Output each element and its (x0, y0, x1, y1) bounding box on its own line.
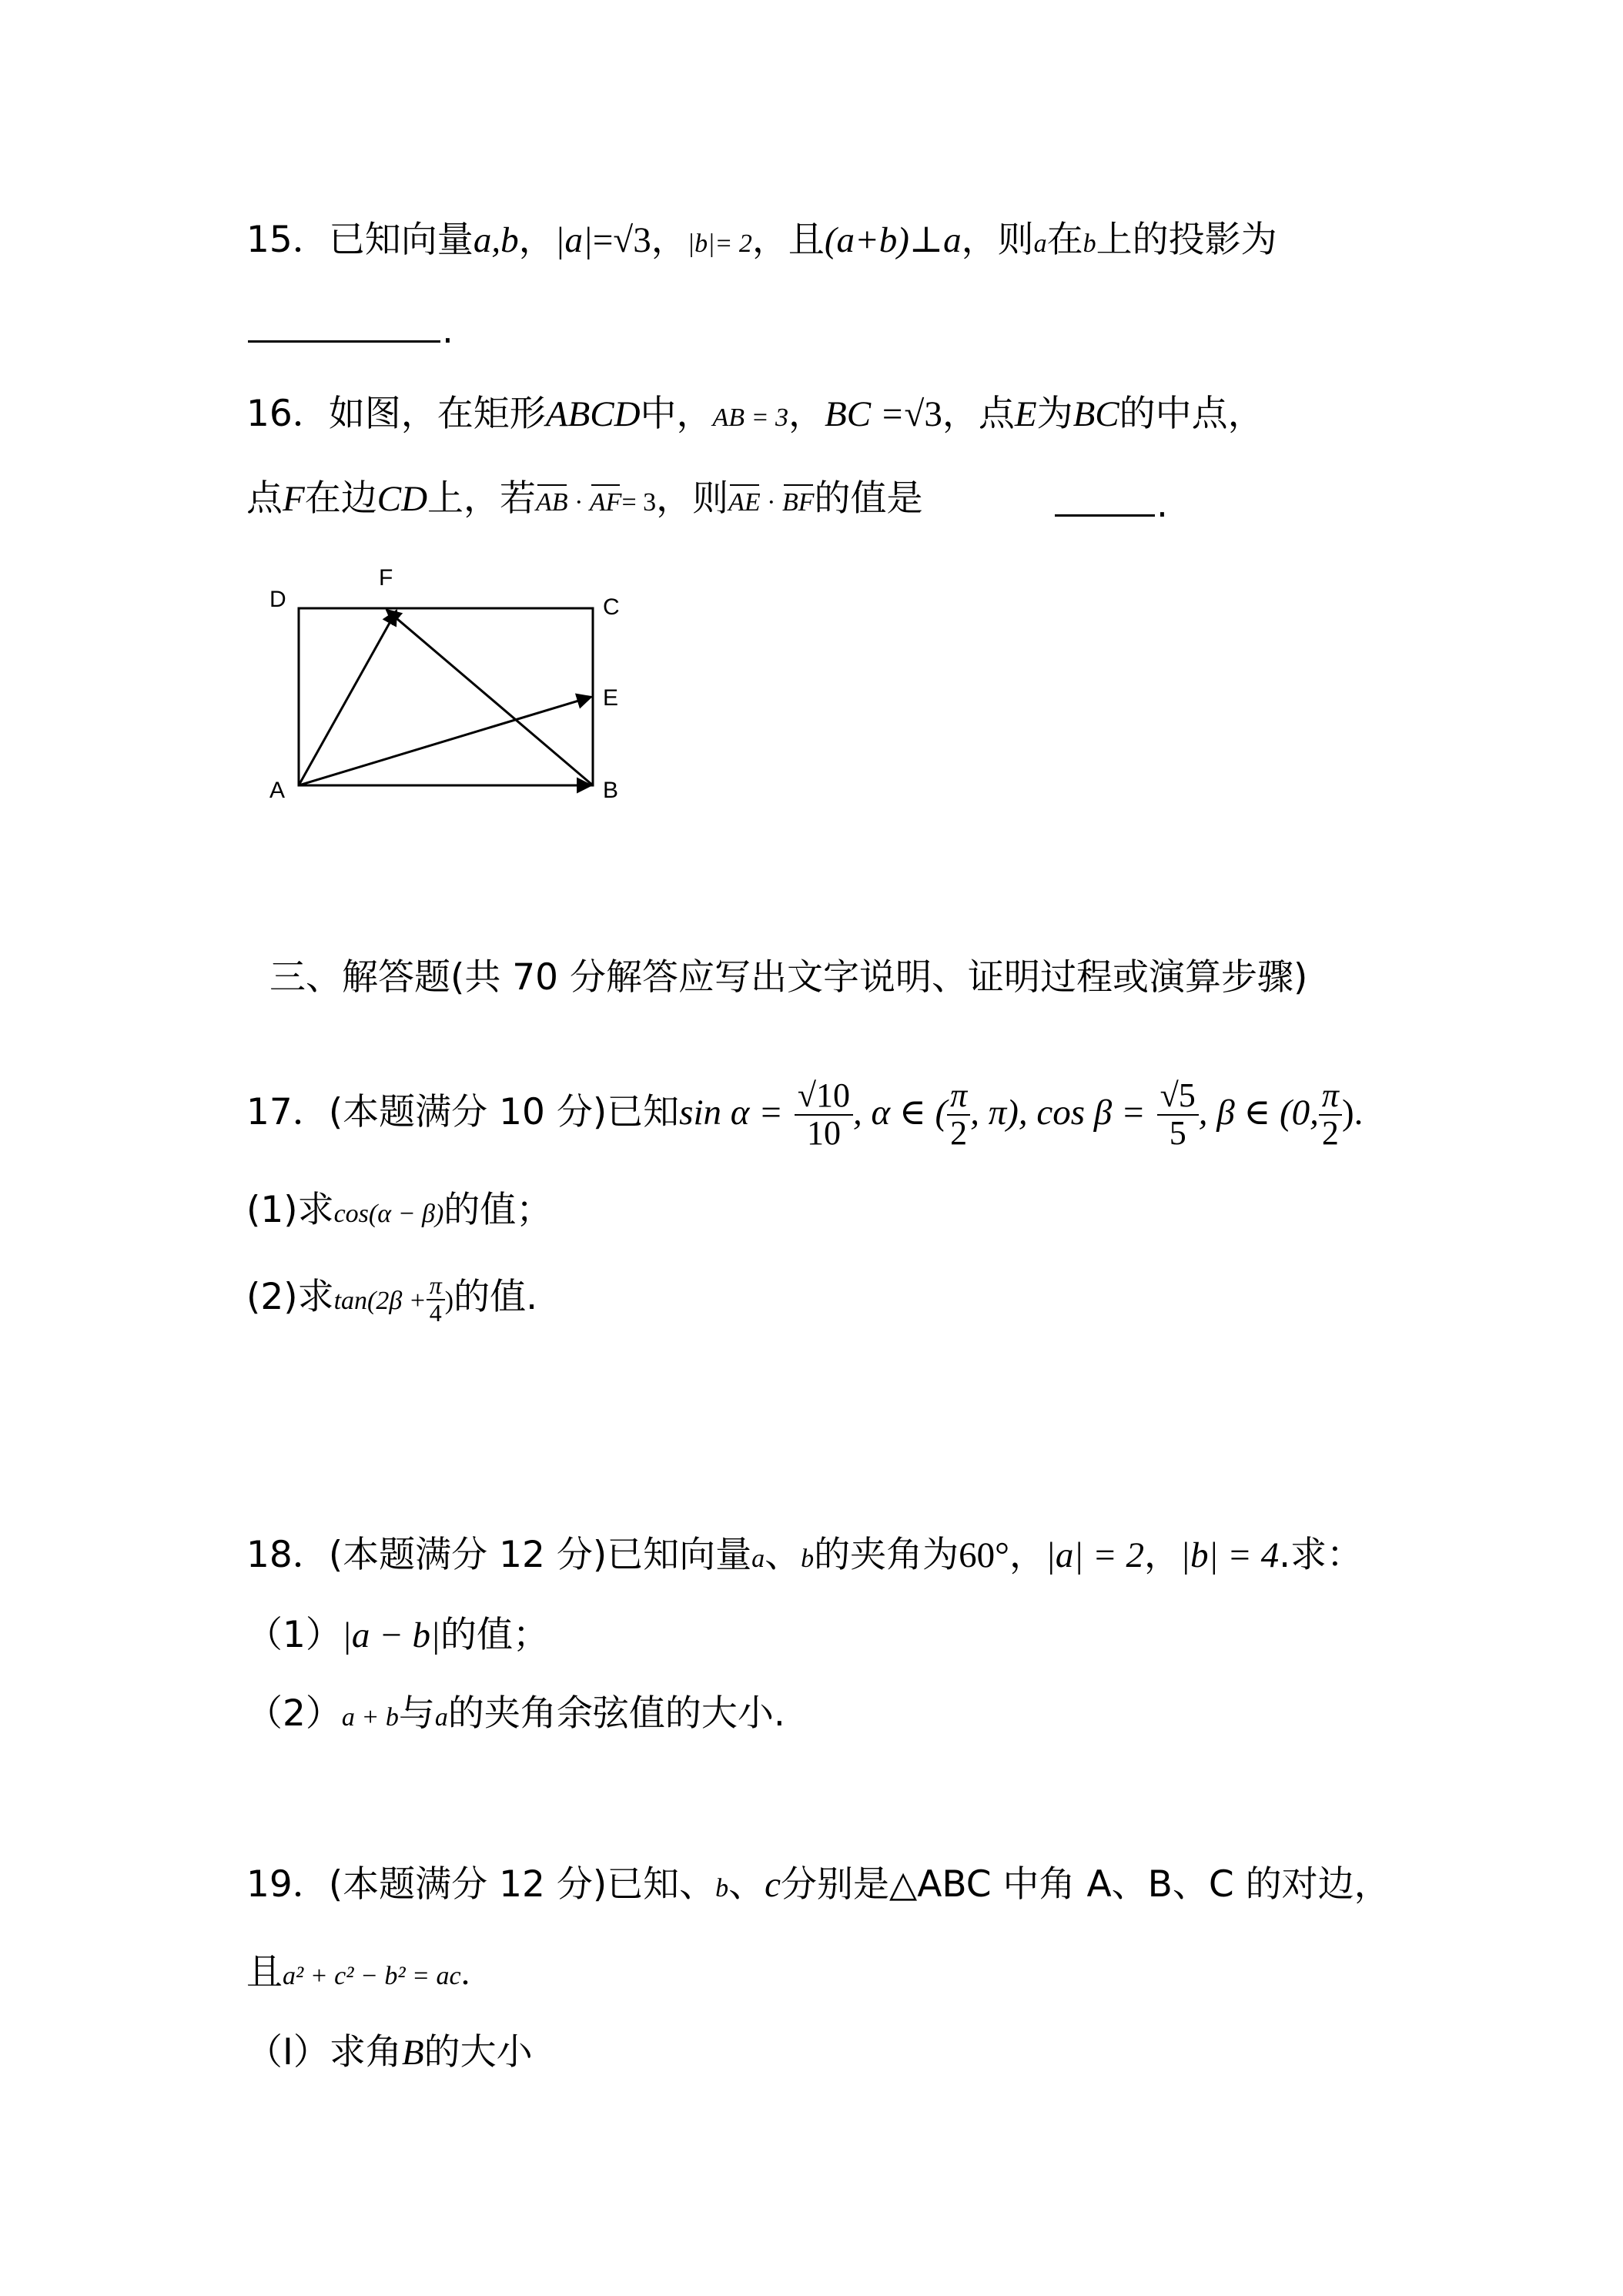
q17-text: (本题满分 10 分)已知 (328, 1091, 680, 1133)
q17-den2: 2 (950, 1113, 968, 1152)
q17-p2-expr: tan(2β + (333, 1287, 427, 1315)
q15-perp-expr: (a+b)⊥a (824, 220, 962, 260)
q16-dot1: · (567, 488, 590, 517)
q16-sqrt3: √3 (904, 394, 942, 434)
q16-l2a: 点 (246, 477, 283, 520)
q15-a: a (1033, 229, 1047, 258)
q16-vec-ab: AB (536, 480, 568, 526)
q18-text1: (本题满分 12 分)已知向量 (328, 1534, 752, 1576)
q17-line1 (246, 1070, 1363, 1155)
q17-p2-text: 的值. (453, 1276, 538, 1318)
q17-in1: , α ∈ ( (853, 1093, 948, 1133)
q18-p2-text: 的夹角余弦值的大小. (447, 1692, 785, 1735)
q15-answer-blank (248, 340, 440, 343)
q16-answer-blank (1055, 514, 1155, 517)
q16-number: 16． (246, 393, 329, 435)
q19-text1: (本题满分 12 分)已知、 (328, 1863, 716, 1906)
q17-frac4 (1319, 1078, 1342, 1150)
q15-abs-a: |a| (554, 220, 593, 260)
label-a: A (269, 778, 286, 801)
vector-bf (387, 610, 593, 785)
q17-num3: √5 (1157, 1078, 1199, 1115)
q18-p1-expr: |a − b| (341, 1615, 440, 1655)
q19-number: 19． (246, 1863, 329, 1906)
q18-part1 (246, 1612, 549, 1658)
q19-p1-label: （I）求角 (246, 2031, 402, 2073)
q19-c: c (765, 1865, 781, 1905)
q17-frac3 (1157, 1078, 1199, 1150)
q17-p2-close: ) (444, 1287, 454, 1315)
q16-line1 (246, 391, 1264, 441)
q17-sin: sin α = (679, 1093, 783, 1133)
q16-end: . (1156, 484, 1168, 526)
q17-part2 (246, 1263, 537, 1332)
q16-vec-af: AF (590, 480, 622, 526)
rectangle-figure (262, 562, 631, 801)
q16-text5: 的中点， (1119, 393, 1264, 435)
q15-on: 在 (1046, 219, 1083, 261)
q15-comma2: ， (651, 219, 688, 261)
q17-number: 17． (246, 1091, 329, 1133)
q16-e: E (1014, 394, 1037, 434)
q19-sep: 、 (728, 1863, 765, 1906)
q19-expr: a² + c² − b² = ac (283, 1962, 461, 1990)
q18-b: b (801, 1545, 815, 1573)
q16-comma: ， (788, 393, 825, 435)
q18-p1-label: （1） (246, 1614, 342, 1656)
q15-comma: ， (518, 219, 555, 261)
q18-comma: ， (1009, 1534, 1046, 1576)
q16-l2d: ，则 (656, 477, 729, 520)
label-e: E (603, 685, 619, 711)
q16-bc2: BC (1073, 394, 1119, 434)
q17-in3: , β ∈ (0, (1198, 1093, 1319, 1133)
q18-line1 (246, 1532, 1363, 1582)
q17-p2-label: (2)求 (246, 1276, 334, 1318)
q17-frac1 (795, 1078, 853, 1150)
q18-sep: 、 (765, 1534, 801, 1576)
q17-num4: π (1319, 1078, 1342, 1115)
q19-b: b (715, 1874, 729, 1903)
q15-abs-b: |b|= 2 (687, 229, 752, 258)
label-f: F (379, 565, 393, 591)
q16-ab: AB = 3 (712, 403, 789, 432)
q16-vec-ae: AE (728, 480, 761, 526)
q16-l2e: 的值是 (814, 477, 923, 520)
q18-part2 (246, 1691, 785, 1741)
q15-vectors: a,b (473, 220, 519, 260)
q15-then: ，则 (961, 219, 1034, 261)
q16-l2b: 在边 (304, 477, 377, 520)
rectangle-abcd (299, 608, 593, 785)
q19-p1-b: B (401, 2033, 424, 2073)
q18-a: a (751, 1545, 765, 1573)
q15-text: 已知向量 (328, 219, 474, 261)
q16-text4: 为 (1036, 393, 1073, 435)
q17-den4: 2 (1321, 1113, 1339, 1152)
label-d: D (269, 587, 286, 612)
q16-text1: 如图，在矩形 (328, 393, 546, 435)
q17-num1: √10 (795, 1078, 853, 1115)
q16-vec-bf: BF (782, 480, 815, 526)
q18-ask: .求： (1279, 1534, 1364, 1576)
q17-p1-label: (1)求 (246, 1189, 334, 1231)
q16-dot1-result: = 3 (621, 488, 657, 517)
q16-dot2: · (760, 488, 782, 517)
q18-text2: 的夹角为 (814, 1534, 959, 1576)
q19-and: 且 (246, 1951, 283, 1993)
q16-f: F (283, 479, 305, 519)
q18-number: 18． (246, 1534, 329, 1576)
q19-period: . (460, 1953, 470, 1993)
q17-den3: 5 (1169, 1113, 1186, 1152)
q16-text2: 中， (640, 393, 713, 435)
q17-frac2 (947, 1078, 970, 1150)
q15-line1 (246, 217, 1277, 267)
q17-p2-num: π (427, 1273, 445, 1300)
q17-p1-text: 的值； (443, 1189, 553, 1231)
q16-abcd: ABCD (545, 394, 641, 434)
q18-comma2: ， (1144, 1534, 1181, 1576)
q19-text2: 分别是△ABC 中角 A、B、C 的对边， (781, 1863, 1390, 1906)
q17-den1: 10 (806, 1113, 841, 1152)
q16-text3: ，点 (942, 393, 1015, 435)
q18-p2-expr: a + b (341, 1703, 399, 1732)
q18-p1-text: 的值； (440, 1614, 549, 1656)
q15-and: ，且 (751, 219, 825, 261)
q17-num2: π (947, 1078, 970, 1115)
q15-proj-text: 上的投影为 (1096, 219, 1277, 261)
q16-line2 (246, 476, 923, 526)
q19-line1 (246, 1862, 1390, 1912)
q17-part1 (246, 1187, 552, 1237)
q17-in2: , π), cos β = (970, 1093, 1146, 1133)
q16-l2c: 上，若 (427, 477, 537, 520)
section3-heading: 三、解答题(共 70 分解答应写出文字说明、证明过程或演算步骤) (269, 956, 1308, 999)
q16-bc: BC = (825, 394, 905, 434)
q19-part1 (246, 2030, 533, 2076)
q15-number: 15． (246, 219, 329, 261)
q17-p2-frac (427, 1270, 445, 1327)
q17-p1-expr: cos(α − β) (333, 1200, 444, 1228)
q15-equals: = (592, 220, 614, 260)
q18-p2-label: （2） (246, 1692, 342, 1735)
q17-in4: ). (1341, 1093, 1364, 1133)
label-c: C (603, 594, 620, 620)
q18-abs-a: |a| = 2 (1045, 1535, 1145, 1575)
q15-end: . (442, 310, 453, 352)
q17-p2-den: 4 (429, 1298, 442, 1327)
q18-p2-with: 与 (398, 1692, 435, 1735)
q18-abs-b: |b| = 4 (1180, 1535, 1280, 1575)
label-b: B (603, 778, 619, 801)
q18-angle: 60° (959, 1535, 1009, 1575)
vector-ae (299, 697, 591, 785)
q18-p2-a: a (434, 1703, 448, 1732)
q16-cd: CD (376, 479, 428, 519)
q15-sqrt3: √3 (613, 220, 651, 260)
q19-line2 (246, 1950, 470, 2000)
q15-b: b (1083, 229, 1096, 258)
q19-p1-text: 的大小 (423, 2031, 533, 2073)
